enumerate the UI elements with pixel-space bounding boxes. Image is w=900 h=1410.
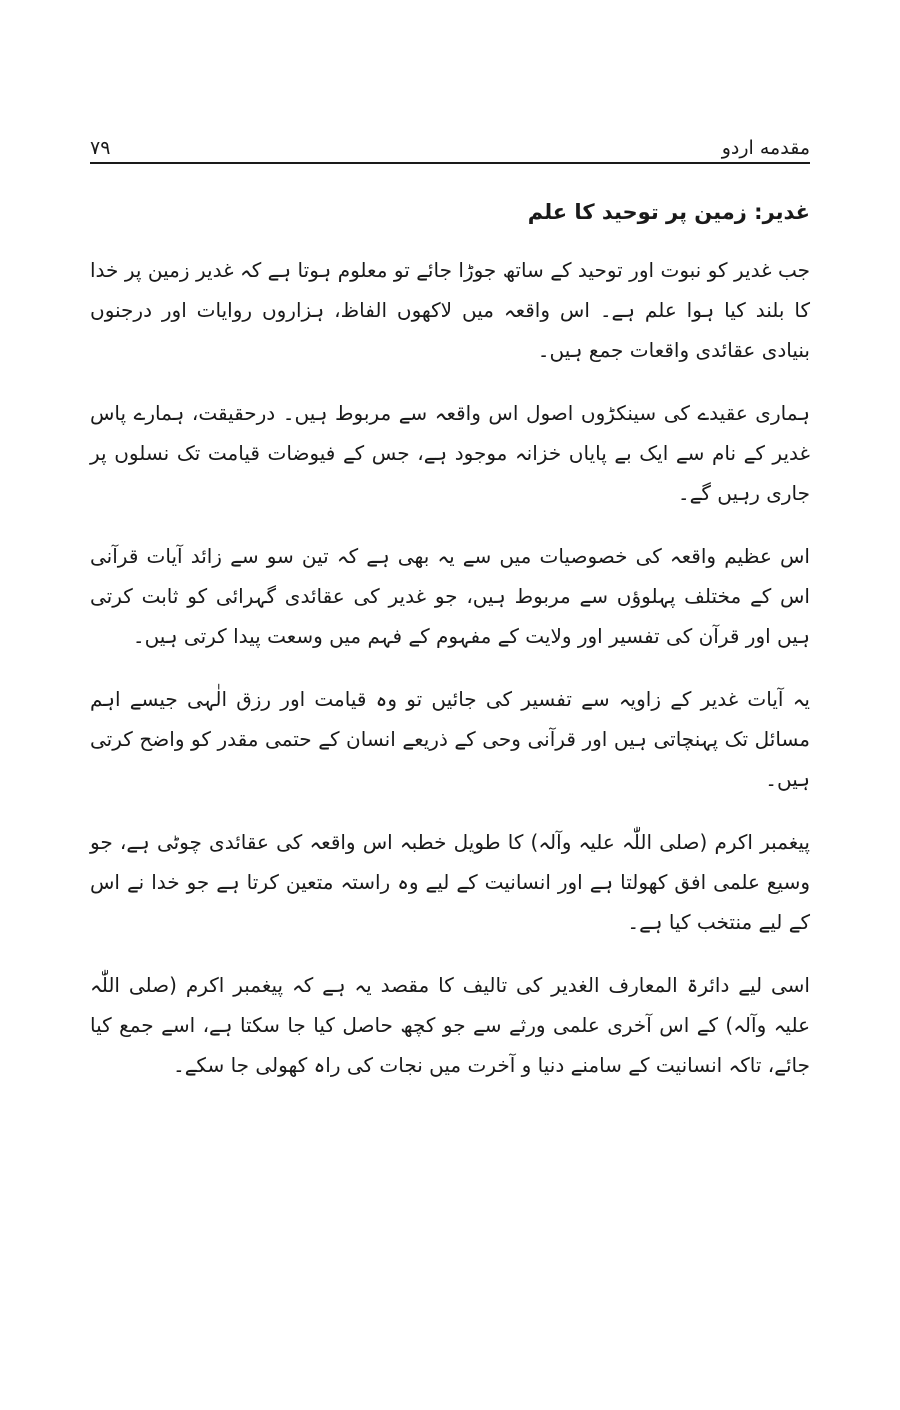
paragraph: اسی لیے دائرۃ المعارف الغدیر کی تالیف کا مقصد یہ ہے کہ پیغمبر اکرم (صلی اللّٰہ علیہ وآلہ) کے اس آخری علمی ورثے سے جو کچھ حاصل کیا جا سکتا ہے، اسے جمع کیا جائے، تاکہ انسانیت کے سامنے دنیا و آخرت میں نجات کی راہ کھولی جا سکے۔ xyxy=(90,973,810,1077)
section-title: غدیر: زمین پر توحید کا علم xyxy=(527,200,810,224)
running-header xyxy=(90,131,810,161)
book-title: مقدمه اردو xyxy=(721,137,810,159)
book-page xyxy=(90,0,810,1410)
paragraph: جب غدیر کو نبوت اور توحید کے ساتھ جوڑا جائے تو معلوم ہوتا ہے کہ غدیر زمین پر خدا کا بلند کیا ہوا علم ہے۔ اس واقعہ میں لاکھوں الفاظ، ہزاروں روایات اور درجنوں بنیادی عقائدی واقعات جمع ہیں۔ xyxy=(90,258,810,362)
paragraph: یہ آیات غدیر کے زاویہ سے تفسیر کی جائیں تو وہ قیامت اور رزق الٰہی جیسے اہم مسائل تک پہنچاتی ہیں اور قرآنی وحی کے ذریعے انسان کے حتمی مقدر کو واضح کرتی ہیں۔ xyxy=(90,687,810,791)
paragraph: ہماری عقیدے کی سینکڑوں اصول اس واقعہ سے مربوط ہیں۔ درحقیقت، ہمارے پاس غدیر کے نام سے ایک بے پایاں خزانہ موجود ہے، جس کے فیوضات قیامت تک نسلوں پر جاری رہیں گے۔ xyxy=(90,401,810,505)
paragraph: پیغمبر اکرم (صلی اللّٰہ علیہ وآلہ) کا طویل خطبہ اس واقعہ کی عقائدی چوٹی ہے، جو وسیع علمی افق کھولتا ہے اور انسانیت کے لیے وہ راستہ متعین کرتا ہے جو خدا نے اس کے لیے منتخب کیا ہے۔ xyxy=(90,830,810,934)
header-divider xyxy=(90,162,810,164)
paragraph: اس عظیم واقعہ کی خصوصیات میں سے یہ بھی ہے کہ تین سو سے زائد آیات قرآنی اس کے مختلف پہلوؤں سے مربوط ہیں، جو غدیر کی عقائدی گہرائی کو ثابت کرتی ہیں اور قرآن کی تفسیر اور ولایت کے مفہوم کے فہم میں وسعت پیدا کرتی ہیں۔ xyxy=(90,544,810,648)
page-number: ۷۹ xyxy=(90,137,111,159)
body-text xyxy=(90,250,810,1108)
